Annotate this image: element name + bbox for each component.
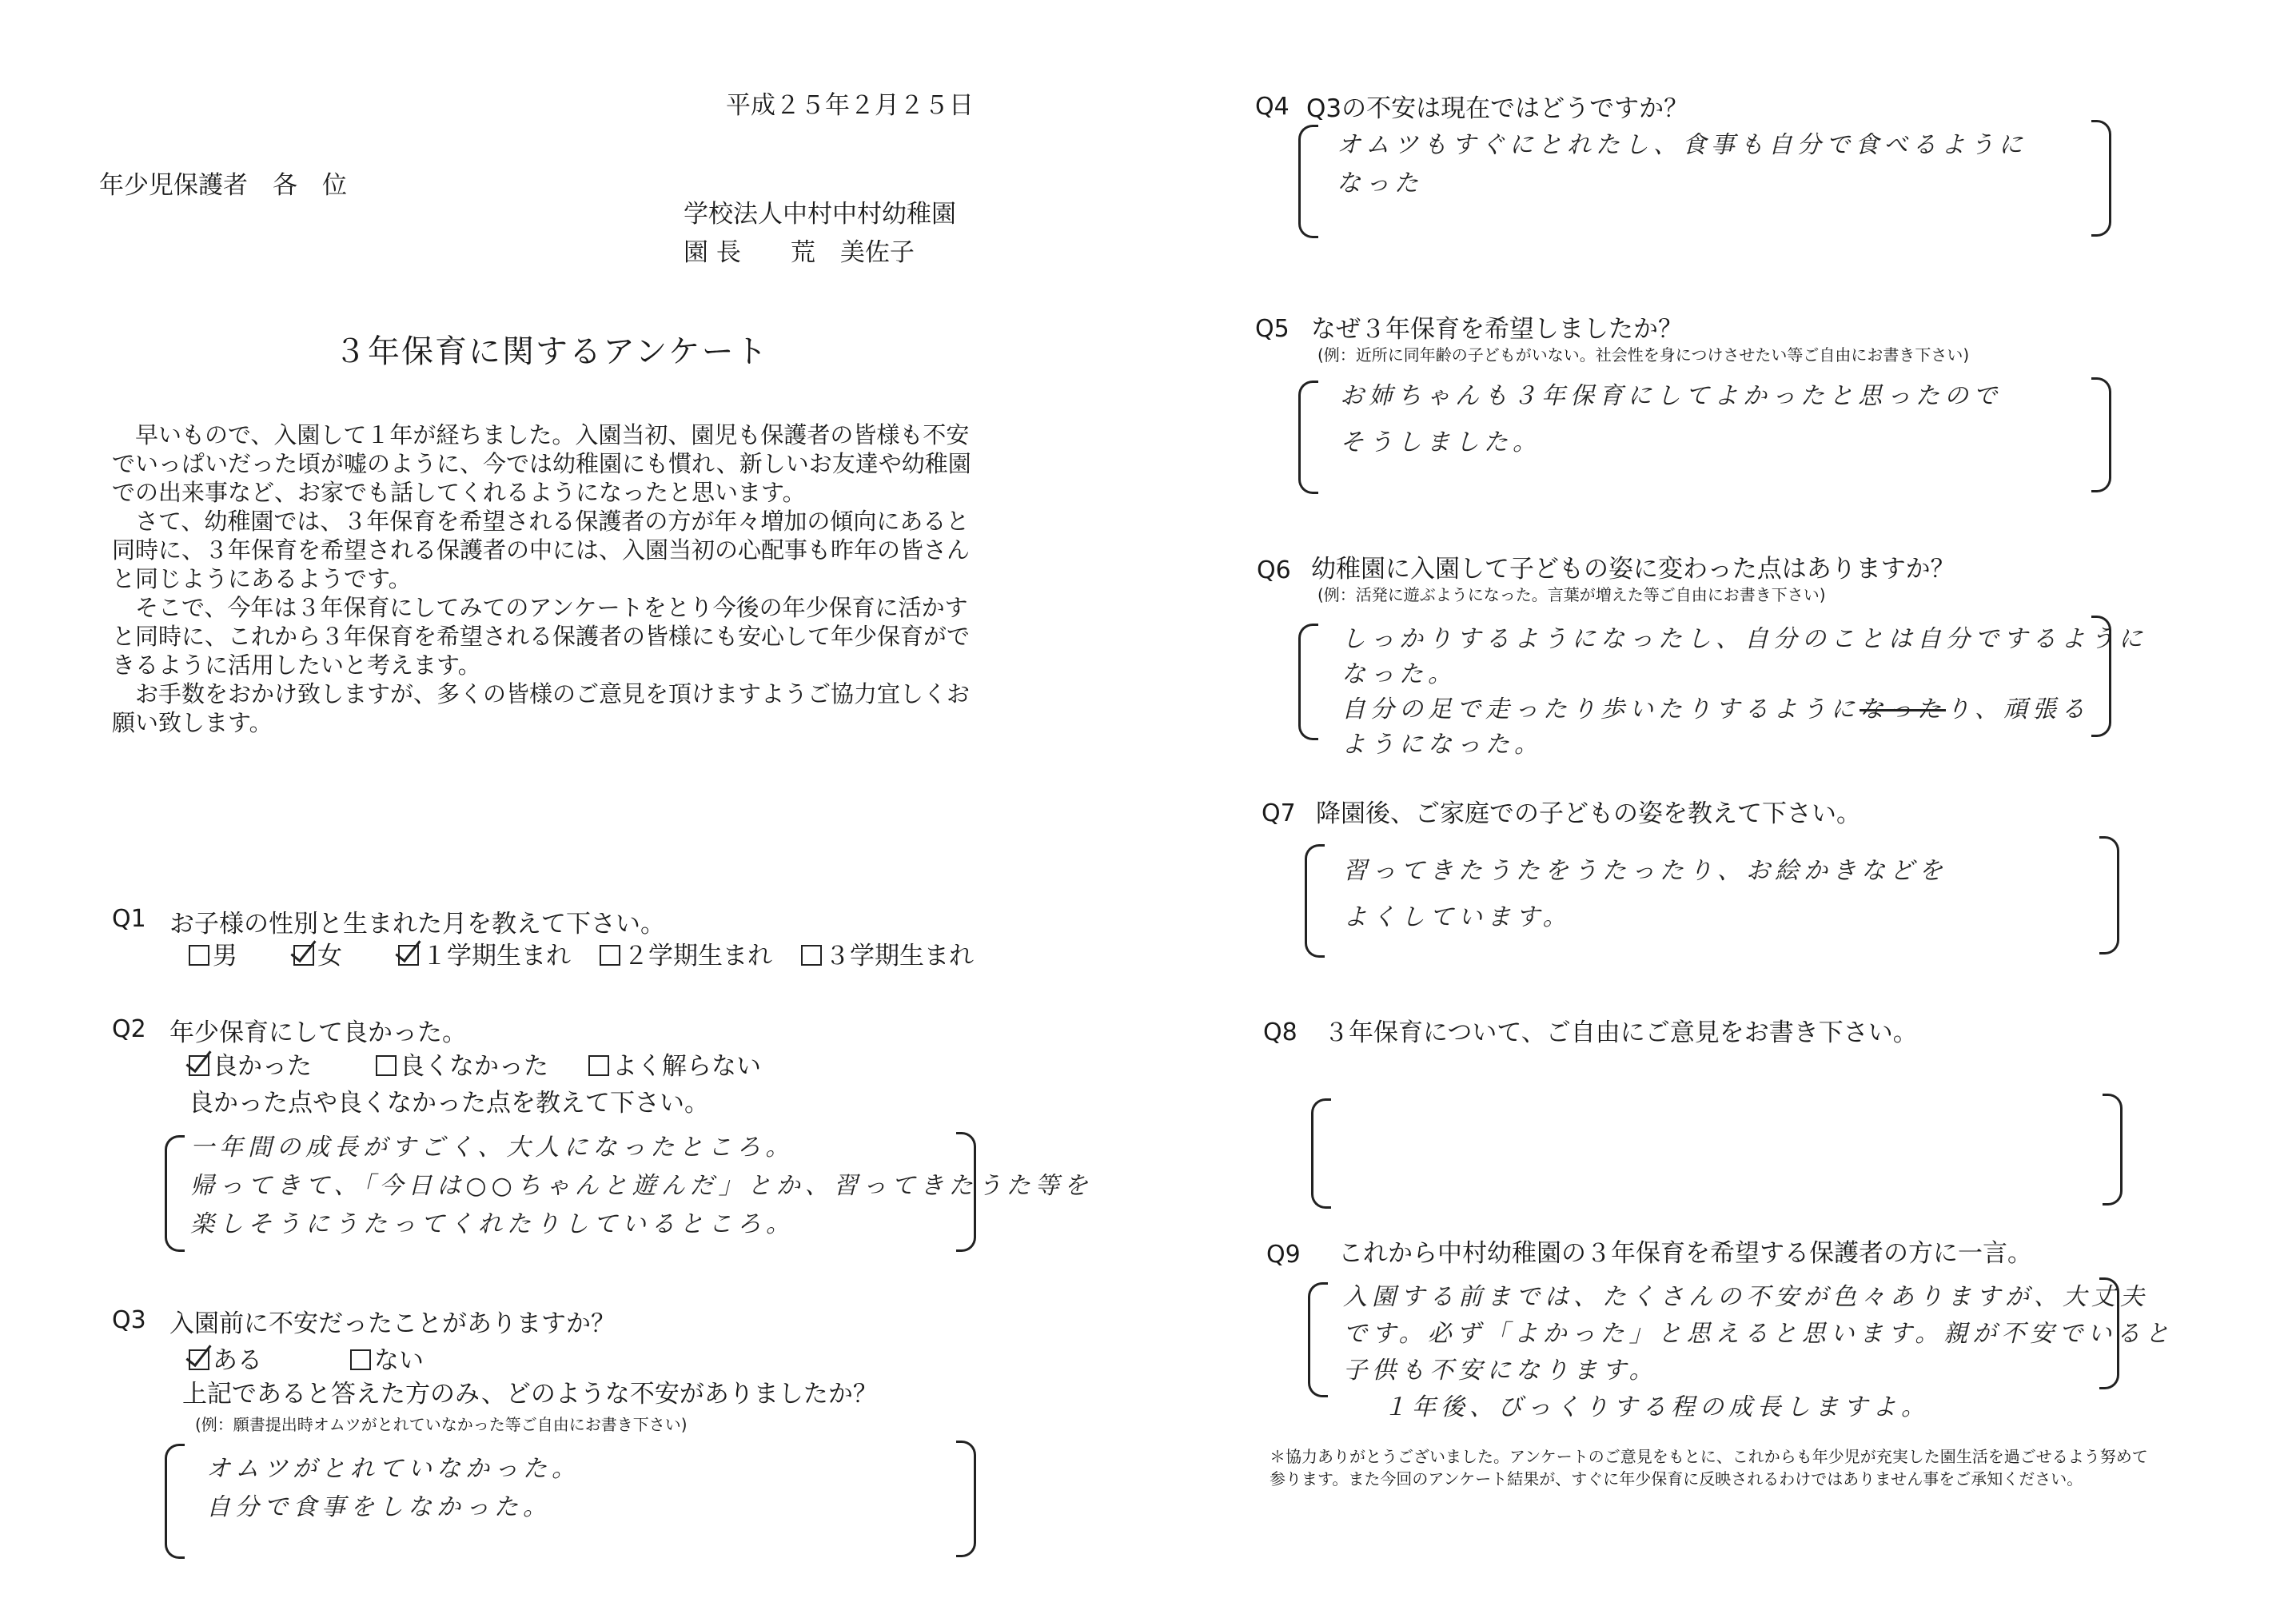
checkbox-icon[interactable]: [189, 945, 209, 966]
q2-question: 年少保育にして良かった。: [169, 1018, 467, 1047]
q5-number: Q5: [1255, 315, 1290, 343]
q1-option-term1[interactable]: １学期生まれ: [398, 935, 571, 971]
q1-number: Q1: [112, 905, 146, 933]
checkbox-icon[interactable]: [350, 1349, 371, 1370]
organization-name: 学校法人中村中村幼稚園: [684, 200, 956, 229]
q3-number: Q3: [112, 1306, 146, 1334]
q6-example: (例：活発に遊ぶようになった。言葉が増えた等ご自由にお書き下さい): [1317, 585, 1826, 604]
q2-option-unsure[interactable]: よく解らない: [588, 1046, 761, 1082]
q3-answer-line-1: オムツがとれていなかった。: [206, 1455, 580, 1483]
intro-paragraph-3: そこで、今年は３年保育にしてみてのアンケートをとり今後の年少保育に活かすと同時に、これから３年保育を希望される保護者の皆様にも安心して年少保育ができるように活用したいと考えます。: [112, 594, 971, 679]
q6-answer-line-1: しっかりするようになったし、自分のことは自分でするように: [1341, 625, 2147, 653]
checked-checkbox-icon[interactable]: [398, 945, 419, 966]
q1-option-term2[interactable]: ２学期生まれ: [600, 935, 772, 971]
q3-option-yes[interactable]: ある: [189, 1340, 262, 1376]
q9-answer-line-2: です。必ず「よかった」と思えると思います。親が不安でいると: [1343, 1320, 2174, 1348]
answer-bracket-right: [956, 1441, 976, 1557]
q9-number: Q9: [1266, 1241, 1301, 1269]
checked-checkbox-icon[interactable]: [189, 1055, 209, 1076]
q4-question: Q3の不安は現在ではどうですか？: [1306, 94, 1689, 123]
q3-options: [189, 1340, 424, 1376]
answer-bracket-right: [2091, 120, 2111, 237]
answer-bracket-left: [1305, 844, 1325, 958]
q3-question: 入園前に不安だったことがありますか？: [169, 1309, 616, 1338]
q1-options: [189, 935, 974, 971]
q3-example: (例：願書提出時オムツがとれていなかった等ご自由にお書き下さい): [195, 1415, 688, 1434]
answer-bracket-right: [2099, 836, 2119, 954]
q8-number: Q8: [1263, 1018, 1297, 1046]
q6-answer-line-2: なった。: [1341, 660, 1457, 688]
answer-bracket-left: [1298, 125, 1318, 238]
document-date: 平成２５年２月２５日: [726, 91, 974, 120]
q6-answer-line-4: ようになった。: [1341, 731, 1543, 759]
q7-answer[interactable]: [1343, 852, 1947, 937]
q2-option-not-good[interactable]: 良くなかった: [376, 1046, 548, 1082]
q2-answer[interactable]: [190, 1129, 1093, 1244]
answer-bracket-left: [1308, 1282, 1328, 1397]
q3-followup: 上記であると答えた方のみ、どのような不安がありましたか？: [182, 1380, 878, 1409]
checkbox-icon[interactable]: [588, 1055, 609, 1076]
struck-text: なった: [1860, 695, 1946, 723]
q9-question: これから中村幼稚園の３年保育を希望する保護者の方に一言。: [1338, 1239, 2032, 1268]
q5-answer-line-1: お姉ちゃんも３年保育にしてよかったと思ったので: [1340, 382, 2002, 410]
q7-question: 降園後、ご家庭での子どもの姿を教えて下さい。: [1316, 799, 1861, 828]
q9-answer[interactable]: [1343, 1279, 2174, 1426]
q8-answer-area[interactable]: [1335, 1103, 2095, 1199]
q2-options: [189, 1046, 761, 1082]
director-name: 園 長 荒 美佐子: [684, 238, 915, 267]
answer-bracket-left: [165, 1444, 185, 1559]
q1-option-female[interactable]: 女: [293, 935, 342, 971]
q5-question: なぜ３年保育を希望しましたか？: [1311, 315, 1683, 344]
checkbox-icon[interactable]: [801, 945, 822, 966]
q2-answer-line-2: 帰ってきて、「今日は○○ちゃんと遊んだ」とか、習ってきたうた等を: [190, 1172, 1093, 1200]
q4-answer-line-2: なった: [1337, 169, 1423, 197]
q9-answer-line-4: １年後、びっくりする程の成長しますよ。: [1383, 1393, 1930, 1421]
answer-bracket-left: [1311, 1098, 1331, 1209]
checked-checkbox-icon[interactable]: [189, 1349, 209, 1370]
q7-answer-line-1: 習ってきたうたをうたったり、お絵かきなどを: [1343, 857, 1947, 885]
q4-answer[interactable]: [1337, 126, 2027, 203]
q6-answer[interactable]: [1341, 622, 2147, 763]
recipient-line: 年少児保護者 各 位: [99, 171, 347, 200]
q9-answer-line-3: 子供も不安になります。: [1343, 1357, 1658, 1385]
q3-answer[interactable]: [206, 1450, 580, 1527]
q2-followup: 良かった点や良くなかった点を教えて下さい。: [189, 1089, 709, 1118]
q6-answer-line-3: 自分の足で走ったり歩いたりするようになったり、頑張る: [1341, 695, 2090, 723]
q5-answer-line-2: そうしました。: [1340, 428, 1541, 456]
q9-answer-line-1: 入園する前までは、たくさんの不安が色々ありますが、大丈夫: [1343, 1283, 2149, 1311]
answer-bracket-right: [2091, 377, 2111, 492]
q4-number: Q4: [1255, 93, 1290, 121]
document-title: ３年保育に関するアンケート: [334, 333, 769, 370]
answer-bracket-right: [2103, 1094, 2123, 1206]
footer-note: ＊協力ありがとうございました。アンケートのご意見をもとに、これからも年少児が充実した園生活を過ごせるよう努めて参ります。また今回のアンケート結果が、すぐに年少保育に反映されるわけではありません事をご承知ください。: [1270, 1447, 2148, 1488]
checkbox-icon[interactable]: [600, 945, 620, 966]
q1-option-male[interactable]: 男: [189, 935, 237, 971]
intro-paragraph-1: 早いもので、入園して１年が経ちました。入園当初、園児も保護者の皆様も不安でいっぱいだった頃が嘘のように、今では幼稚園にも慣れ、新しいお友達や幼稚園での出来事など、お家でも話してくれるようになったと思います。: [112, 421, 971, 506]
q5-example: (例：近所に同年齢の子どもがいない。社会性を身につけさせたい等ご自由にお書き下さい): [1317, 345, 1970, 365]
q2-option-good[interactable]: 良かった: [189, 1046, 312, 1082]
q1-option-term3[interactable]: ３学期生まれ: [801, 935, 974, 971]
q7-number: Q7: [1262, 799, 1296, 827]
q6-question: 幼稚園に入園して子どもの姿に変わった点はありますか？: [1311, 555, 1955, 584]
checkbox-icon[interactable]: [376, 1055, 397, 1076]
intro-text: [112, 420, 983, 737]
answer-bracket-left: [1298, 381, 1318, 494]
q2-answer-line-1: 一年間の成長がすごく、大人になったところ。: [190, 1134, 795, 1162]
q3-answer-line-2: 自分で食事をしなかった。: [206, 1493, 552, 1521]
q1-question: お子様の性別と生まれた月を教えて下さい。: [169, 910, 665, 939]
q5-answer[interactable]: [1340, 377, 2002, 462]
intro-paragraph-2: さて、幼稚園では、３年保育を希望される保護者の方が年々増加の傾向にあると同時に、３年保育を希望される保護者の中には、入園当初の心配事も昨年の皆さんと同じようにあるようです。: [112, 508, 971, 592]
q6-number: Q6: [1257, 556, 1291, 584]
q2-number: Q2: [112, 1015, 146, 1043]
q3-option-no[interactable]: ない: [350, 1340, 424, 1376]
q2-answer-line-3: 楽しそうにうたってくれたりしているところ。: [190, 1210, 795, 1238]
q4-answer-line-1: オムツもすぐにとれたし、食事も自分で食べるように: [1337, 131, 2027, 159]
intro-paragraph-4: お手数をおかけ致しますが、多くの皆様のご意見を頂けますようご協力宜しくお願い致します。: [112, 680, 971, 736]
answer-bracket-left: [1298, 624, 1318, 740]
answer-bracket-left: [165, 1135, 185, 1252]
q8-question: ３年保育について、ご自由にご意見をお書き下さい。: [1324, 1018, 1918, 1047]
q7-answer-line-2: よくしています。: [1343, 903, 1572, 931]
checked-checkbox-icon[interactable]: [293, 945, 314, 966]
